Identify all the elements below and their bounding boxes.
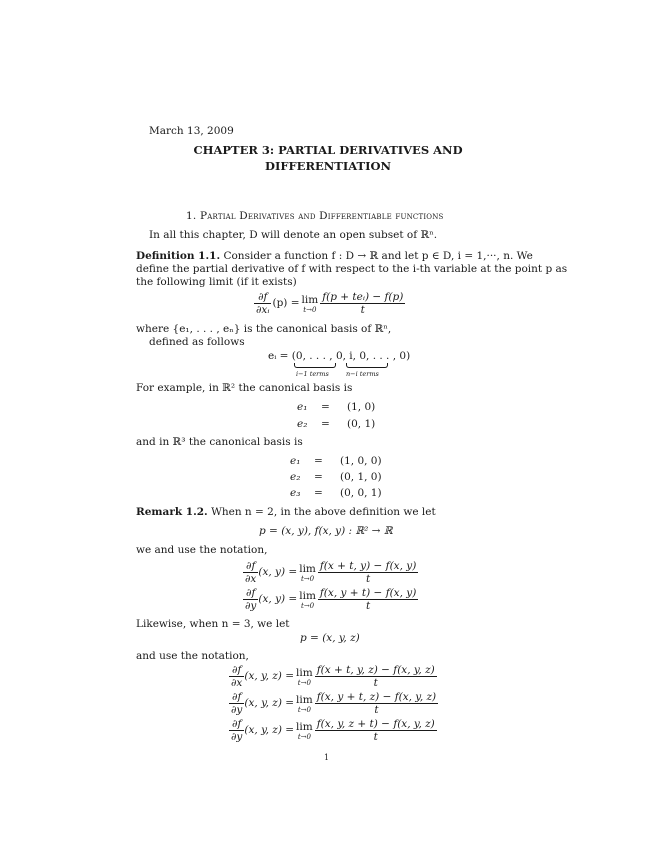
r3-row-2-rhs: (0, 1, 0): [340, 471, 382, 483]
r2-row-2-rhs: (0, 1): [347, 418, 376, 430]
eq-3d-y-quotient-den: t: [374, 704, 379, 716]
r3-row-3-lhs: e₃: [290, 487, 301, 499]
equation-2d-y: [243, 587, 418, 612]
eq-3d-y-lim-sub: t→0: [297, 705, 311, 714]
eq-3d-x-arg: (x, y, z) =: [244, 670, 295, 682]
eq-2d-x-partial-den: ∂x: [245, 573, 257, 585]
basis-statement: where {e₁, . . . , eₙ} is the canonical basis of ℝⁿ,: [136, 323, 392, 335]
r2-basis-rows: [297, 401, 375, 431]
chapter-title: [128, 142, 528, 174]
r3-row-2-eq: =: [314, 471, 323, 483]
eq-3d-x-partial: [229, 664, 244, 689]
partial-fraction: [254, 291, 271, 316]
eq-2d-y-partial-num: ∂f: [243, 587, 258, 600]
r2-row-1-rhs: (1, 0): [347, 401, 376, 413]
r3-row-3-eq: =: [314, 487, 323, 499]
chapter-title-line-2: DIFFERENTIATION: [265, 159, 391, 173]
ei-formula: eᵢ = (0, . . . , 0, i, 0, . . . , 0): [268, 350, 411, 362]
remark-label: Remark 1.2.: [136, 506, 208, 518]
r3-row-2-lhs: e₂: [290, 471, 301, 483]
eq-3d-x-partial-num: ∂f: [229, 664, 244, 677]
eq-2d-y-partial: [243, 587, 258, 612]
brace-left: [294, 363, 336, 368]
notation-intro-1: we and use the notation,: [136, 544, 268, 556]
eq-2d-y-quotient-num: f(x, y + t) − f(x, y): [319, 587, 417, 599]
partial-numerator: ∂f: [254, 291, 271, 304]
definition-line-2: define the partial derivative of f with respect to the i-th variable at the point p as: [136, 263, 568, 275]
remark-text: When n = 2, in the above definition we let: [211, 506, 436, 518]
r3-row-3-rhs: (0, 0, 1): [340, 487, 382, 499]
eq-3d-y-partial-num: ∂f: [229, 691, 244, 704]
eq-3d-x-quotient: [315, 664, 437, 689]
definition-text-1: Consider a function f : D → ℝ and let p ∈ D, i = 1,···, n. We: [223, 250, 533, 262]
r3-basis-table: [290, 455, 382, 500]
r2-row-2-lhs: e₂: [297, 418, 308, 430]
eq-2d-x-lim-sub: t→0: [300, 574, 315, 583]
eq-3d-y-partial-den: ∂y: [231, 704, 243, 716]
defined-as-text: defined as follows: [149, 336, 245, 348]
eq-3d-y-lim: [296, 694, 313, 714]
difference-quotient: [320, 291, 405, 316]
section-title: 1. Partial Derivatives and Differentiable functions: [186, 210, 444, 222]
eq-3d-z-lim-text: lim: [296, 720, 313, 733]
eq-2d-x-partial-num: ∂f: [243, 560, 258, 573]
eq-2d-y-quotient: [318, 587, 418, 612]
quotient-denominator: t: [360, 304, 365, 316]
brace-right: [346, 363, 388, 368]
eq-3d-y-lim-text: lim: [296, 693, 313, 706]
chapter-title-line-1: CHAPTER 3: PARTIAL DERIVATIVES AND: [193, 143, 463, 157]
limit-subscript: t→0: [303, 305, 317, 314]
eq-3d-z-lim: [296, 721, 313, 741]
eq-2d-x-lim: [299, 563, 316, 583]
r3-basis-rows: [290, 455, 382, 500]
definition-label: Definition 1.1.: [136, 250, 221, 262]
eq-3d-y-arg: (x, y, z) =: [244, 697, 295, 709]
intro-text: In all this chapter, D will denote an open subset of ℝⁿ.: [149, 229, 438, 241]
r3-row-1-rhs: (1, 0, 0): [340, 455, 382, 467]
eq-3d-x-quotient-den: t: [373, 677, 378, 689]
eq-3d-z-quotient: [315, 718, 437, 743]
equation-3d-z: [229, 718, 438, 743]
equations-3d: [229, 664, 438, 743]
partial-denominator: ∂xᵢ: [256, 304, 270, 316]
eq-2d-x-partial: [243, 560, 258, 585]
eq-3d-x-lim-sub: t→0: [297, 678, 311, 687]
likewise-text: Likewise, when n = 3, we let: [136, 618, 290, 630]
r2-row-1-lhs: e₁: [297, 401, 308, 413]
eq-3d-z-partial-num: ∂f: [229, 718, 244, 731]
p-definition-2d: p = (x, y), f(x, y) : ℝ² → ℝ: [259, 525, 393, 537]
eq-3d-x-lim: [296, 667, 313, 687]
r2-row-1-eq: =: [321, 401, 330, 413]
r3-row-1-lhs: e₁: [290, 455, 301, 467]
brace-left-label: i−1 terms: [296, 370, 329, 378]
r2-intro: For example, in ℝ² the canonical basis is: [136, 382, 353, 394]
eq-3d-z-lim-sub: t→0: [297, 732, 311, 741]
eq-2d-y-lim-text: lim: [299, 589, 316, 602]
notation-intro-2: and use the notation,: [136, 650, 249, 662]
eq-2d-y-lim: [299, 590, 316, 610]
eq-3d-z-arg: (x, y, z) =: [244, 724, 295, 736]
limit-text: lim: [301, 293, 319, 306]
eq-3d-z-quotient-num: f(x, y, z + t) − f(x, y, z): [316, 718, 435, 730]
eq-3d-y-quotient-num: f(x, y + t, z) − f(x, y, z): [316, 691, 437, 703]
r3-intro: and in ℝ³ the canonical basis is: [136, 436, 303, 448]
equation-2d-x: [243, 560, 418, 585]
eq-3d-z-partial-den: ∂y: [231, 731, 243, 743]
eq-3d-y-partial: [229, 691, 244, 716]
eq-2d-x-quotient-den: t: [365, 573, 371, 585]
eq-2d-x-quotient-num: f(x + t, y) − f(x, y): [319, 560, 417, 572]
r2-basis-table: [297, 401, 375, 431]
eq-2d-x-lim-text: lim: [299, 562, 316, 575]
quotient-numerator: f(p + teᵢ) − f(p): [322, 291, 404, 303]
eq-2d-x-quotient: [318, 560, 418, 585]
eq-3d-y-quotient: [315, 691, 438, 716]
limit-operator: [302, 294, 319, 314]
page-number: 1: [324, 753, 330, 762]
eq-2d-x-arg: (x, y) =: [258, 566, 298, 578]
eq-3d-z-partial: [229, 718, 244, 743]
eq-3d-x-lim-text: lim: [296, 666, 313, 679]
r2-row-2-eq: =: [321, 418, 330, 430]
eq-2d-y-partial-den: ∂y: [245, 600, 257, 612]
eq-3d-z-quotient-den: t: [373, 731, 378, 743]
formula-argument: (p) =: [272, 297, 300, 309]
r3-row-1-eq: =: [314, 455, 323, 467]
partial-derivative-formula: [254, 291, 405, 316]
eq-3d-x-partial-den: ∂x: [231, 677, 243, 689]
eq-2d-y-lim-sub: t→0: [301, 601, 315, 610]
eq-2d-y-arg: (x, y) =: [258, 593, 298, 605]
equations-2d: [243, 560, 418, 612]
p-definition-3d: p = (x, y, z): [300, 632, 360, 644]
definition-line-1: [136, 250, 533, 263]
eq-2d-y-quotient-den: t: [366, 600, 371, 612]
brace-right-label: n−i terms: [346, 370, 379, 378]
equation-3d-y: [229, 691, 438, 716]
remark-line: [136, 506, 436, 519]
eq-3d-x-quotient-num: f(x + t, y, z) − f(x, y, z): [316, 664, 435, 676]
equation-3d-x: [229, 664, 438, 689]
date: March 13, 2009: [149, 125, 234, 137]
definition-line-3: the following limit (if it exists): [136, 276, 297, 288]
